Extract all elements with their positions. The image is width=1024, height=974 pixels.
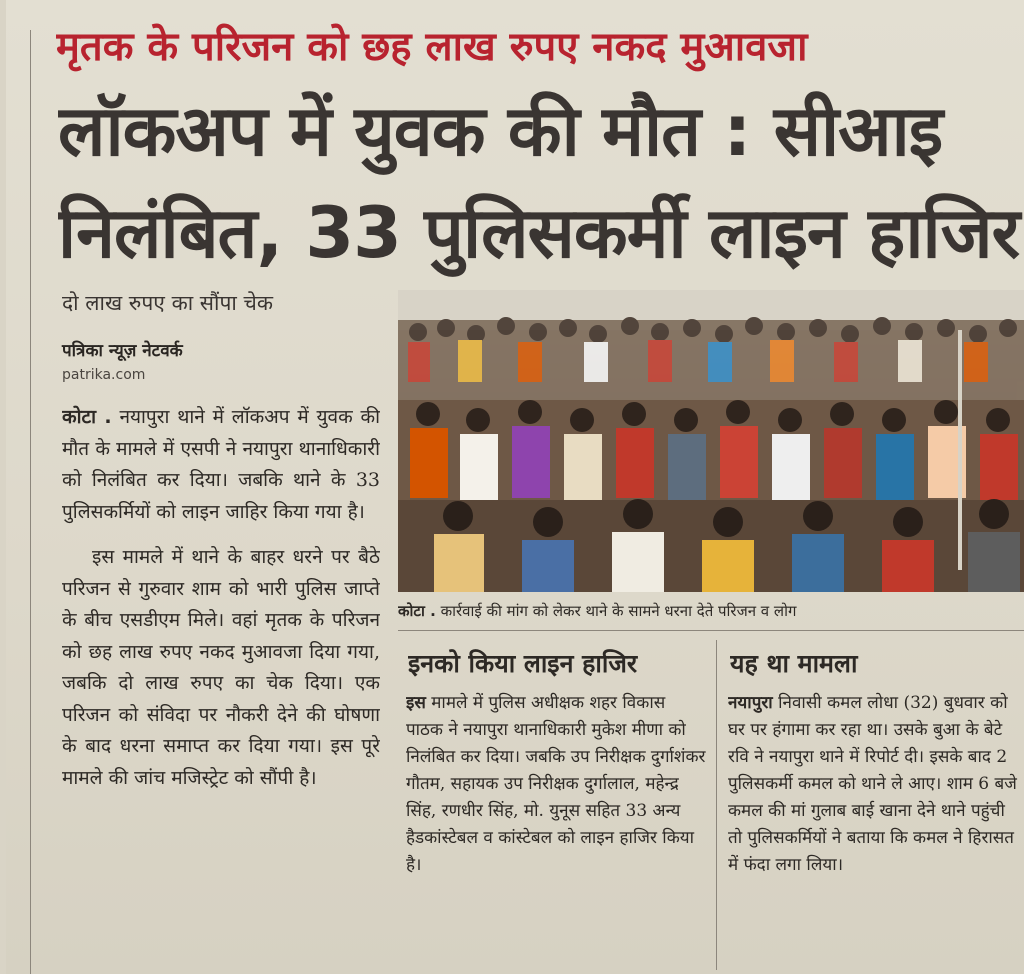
paragraph-text: नयापुरा थाने में लॉकअप में युवक की मौत के मामले में एसपी ने नयापुरा थानाधिकारी को निलंबित कर दिया। जबकि थाने के 33 पुलिसकर्मियों को लाइन जाहिर किया गया है। bbox=[62, 406, 380, 523]
caption-place: कोटा . bbox=[398, 602, 436, 620]
section-body-background bbox=[728, 690, 1024, 970]
headline-line-1: लॉकअप में युवक की मौत : सीआइ bbox=[58, 90, 943, 172]
crowd-photo-illustration bbox=[398, 290, 1024, 592]
dateline: कोटा . bbox=[62, 406, 112, 428]
news-photo-protest-crowd bbox=[398, 290, 1024, 592]
section-title-line-hazir: इनको किया लाइन हाजिर bbox=[408, 649, 638, 678]
caption-text: कार्रवाई की मांग को लेकर थाने के सामने धरना देते परिजन व लोग bbox=[440, 602, 797, 620]
byline: पत्रिका न्यूज़ नेटवर्क bbox=[62, 341, 183, 361]
section-lead-word: इस bbox=[406, 693, 426, 713]
subheadline: दो लाख रुपए का सौंपा चेक bbox=[62, 291, 273, 315]
headline-line-2: निलंबित, 33 पुलिसकर्मी लाइन हाजिर bbox=[58, 192, 1020, 274]
section-divider bbox=[398, 630, 1024, 631]
photo-caption bbox=[398, 598, 1024, 624]
story-body bbox=[62, 402, 380, 962]
story-paragraph-2: इस मामले में थाने के बाहर धरने पर बैठे परिजन से गुरुवार शाम को भारी पुलिस जाप्ते के बीच एसडीएम मिले। वहां मृतक के परिजन को छह लाख रुपए नकद मुआवजा दिया गया, जबकि दो लाख रुपए का चेक दिया। एक परिजन को संविदा पर नौकरी देने की घोषणा के बाद धरना समाप्त कर दिया गया। इस पूरे मामले की जांच मजिस्ट्रेट को सौंपी है। bbox=[62, 546, 380, 789]
column-divider bbox=[716, 640, 717, 970]
website-credit: patrika.com bbox=[62, 367, 146, 383]
section-body-line-hazir bbox=[406, 690, 706, 970]
section-text: मामले में पुलिस अधीक्षक शहर विकास पाठक ने नयापुरा थानाधिकारी मुकेश मीणा को निलंबित कर दिया। जबकि उप निरीक्षक दुर्गाशंकर गौतम, सहायक उप निरीक्षक दुर्गालाल, महेन्द्र सिंह, रणधीर सिंह, मो. युनूस सहित 33 अन्य हैडकांस्टेबल व कांस्टेबल को लाइन हाजिर किया है। bbox=[406, 693, 706, 875]
column-rule bbox=[30, 30, 31, 974]
section-title-background: यह था मामला bbox=[730, 649, 858, 678]
section-lead-word: नयापुरा bbox=[728, 693, 773, 713]
kicker-headline: मृतक के परिजन को छह लाख रुपए नकद मुआवजा bbox=[56, 24, 808, 70]
story-paragraph-1 bbox=[62, 402, 380, 528]
section-text: निवासी कमल लोधा (32) बुधवार को घर पर हंगामा कर रहा था। उसके बुआ के बेटे रवि ने नयापुरा थाने में रिपोर्ट दी। इसके बाद 2 पुलिसकर्मी कमल को थाने ले आए। शाम 6 बजे कमल की मां गुलाब बाई खाना देने थाने पहुंची तो पुलिसकर्मियों ने बताया कि कमल ने हिरासत में फंदा लगा लिया। bbox=[728, 693, 1017, 875]
